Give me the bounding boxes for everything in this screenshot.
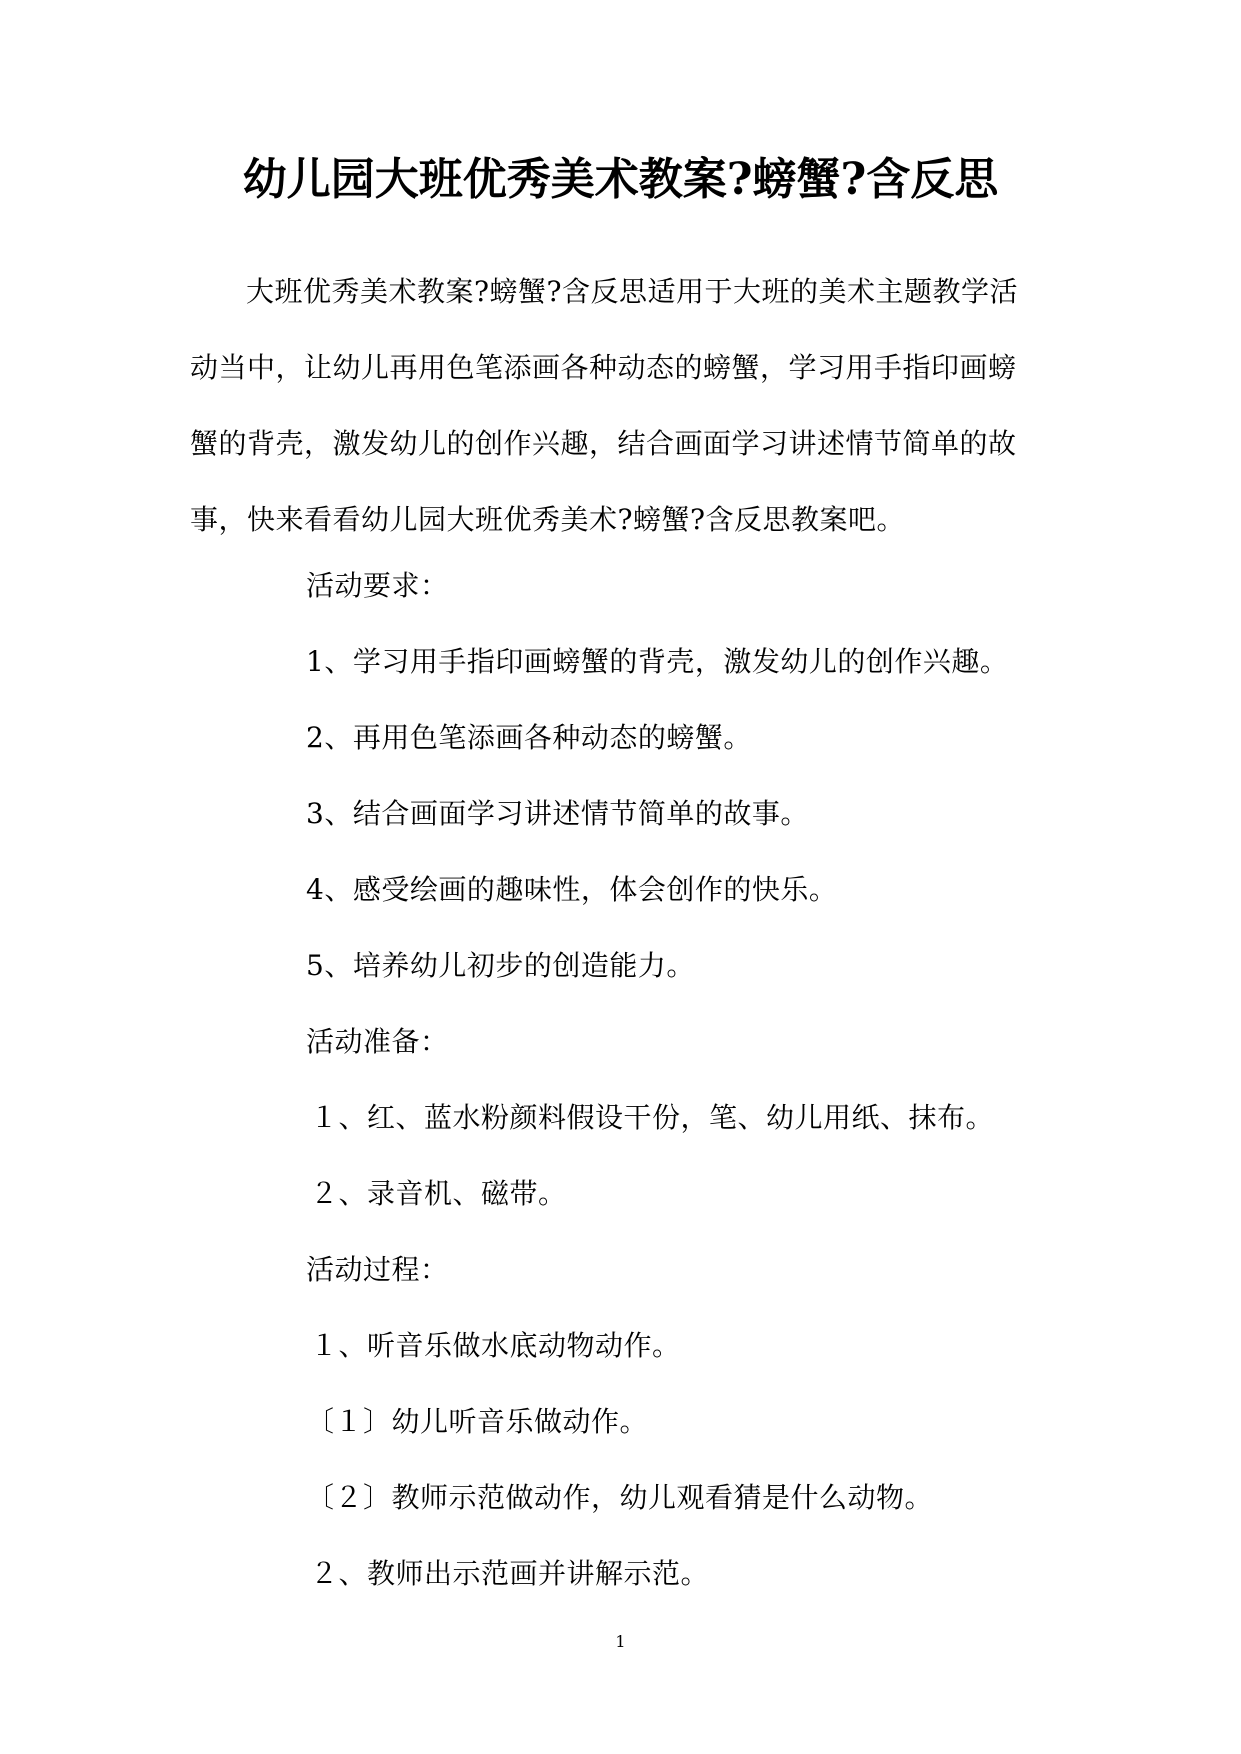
requirement-item: 5、培养幼儿初步的创造能力。 <box>306 949 695 982</box>
process-subitem: 〔１〕幼儿听音乐做动作。 <box>306 1405 649 1438</box>
requirement-item: 1、学习用手指印画螃蟹的背壳，激发幼儿的创作兴趣。 <box>306 645 1009 678</box>
intro-line: 事，快来看看幼儿园大班优秀美术?螃蟹?含反思教案吧。 <box>190 503 906 536</box>
process-subitem: 〔２〕教师示范做动作，幼儿观看猜是什么动物。 <box>306 1481 934 1514</box>
requirement-item: 4、感受绘画的趣味性，体会创作的快乐。 <box>306 873 838 906</box>
document-title: 幼儿园大班优秀美术教案?螃蟹?含反思 <box>242 154 999 205</box>
process-item: １、听音乐做水底动物动作。 <box>310 1329 681 1362</box>
preparation-item: １、红、蓝水粉颜料假设干份，笔、幼儿用纸、抹布。 <box>310 1101 995 1134</box>
intro-paragraph <box>190 254 1042 558</box>
intro-line: 蟹的背壳，激发幼儿的创作兴趣，结合画面学习讲述情节简单的故 <box>190 427 1017 460</box>
intro-line: 大班优秀美术教案?螃蟹?含反思适用于大班的美术主题教学活 <box>246 275 1019 308</box>
requirement-item: 3、结合画面学习讲述情节简单的故事。 <box>306 797 809 830</box>
process-item: ２、教师出示范画并讲解示范。 <box>310 1557 710 1590</box>
section-heading-requirements: 活动要求： <box>306 569 449 602</box>
section-heading-process: 活动过程： <box>306 1253 449 1286</box>
section-heading-preparation: 活动准备： <box>306 1025 449 1058</box>
page-number: 1 <box>615 1632 626 1651</box>
preparation-item: ２、录音机、磁带。 <box>310 1177 567 1210</box>
requirement-item: 2、再用色笔添画各种动态的螃蟹。 <box>306 721 752 754</box>
intro-line: 动当中，让幼儿再用色笔添画各种动态的螃蟹，学习用手指印画螃 <box>190 351 1017 384</box>
